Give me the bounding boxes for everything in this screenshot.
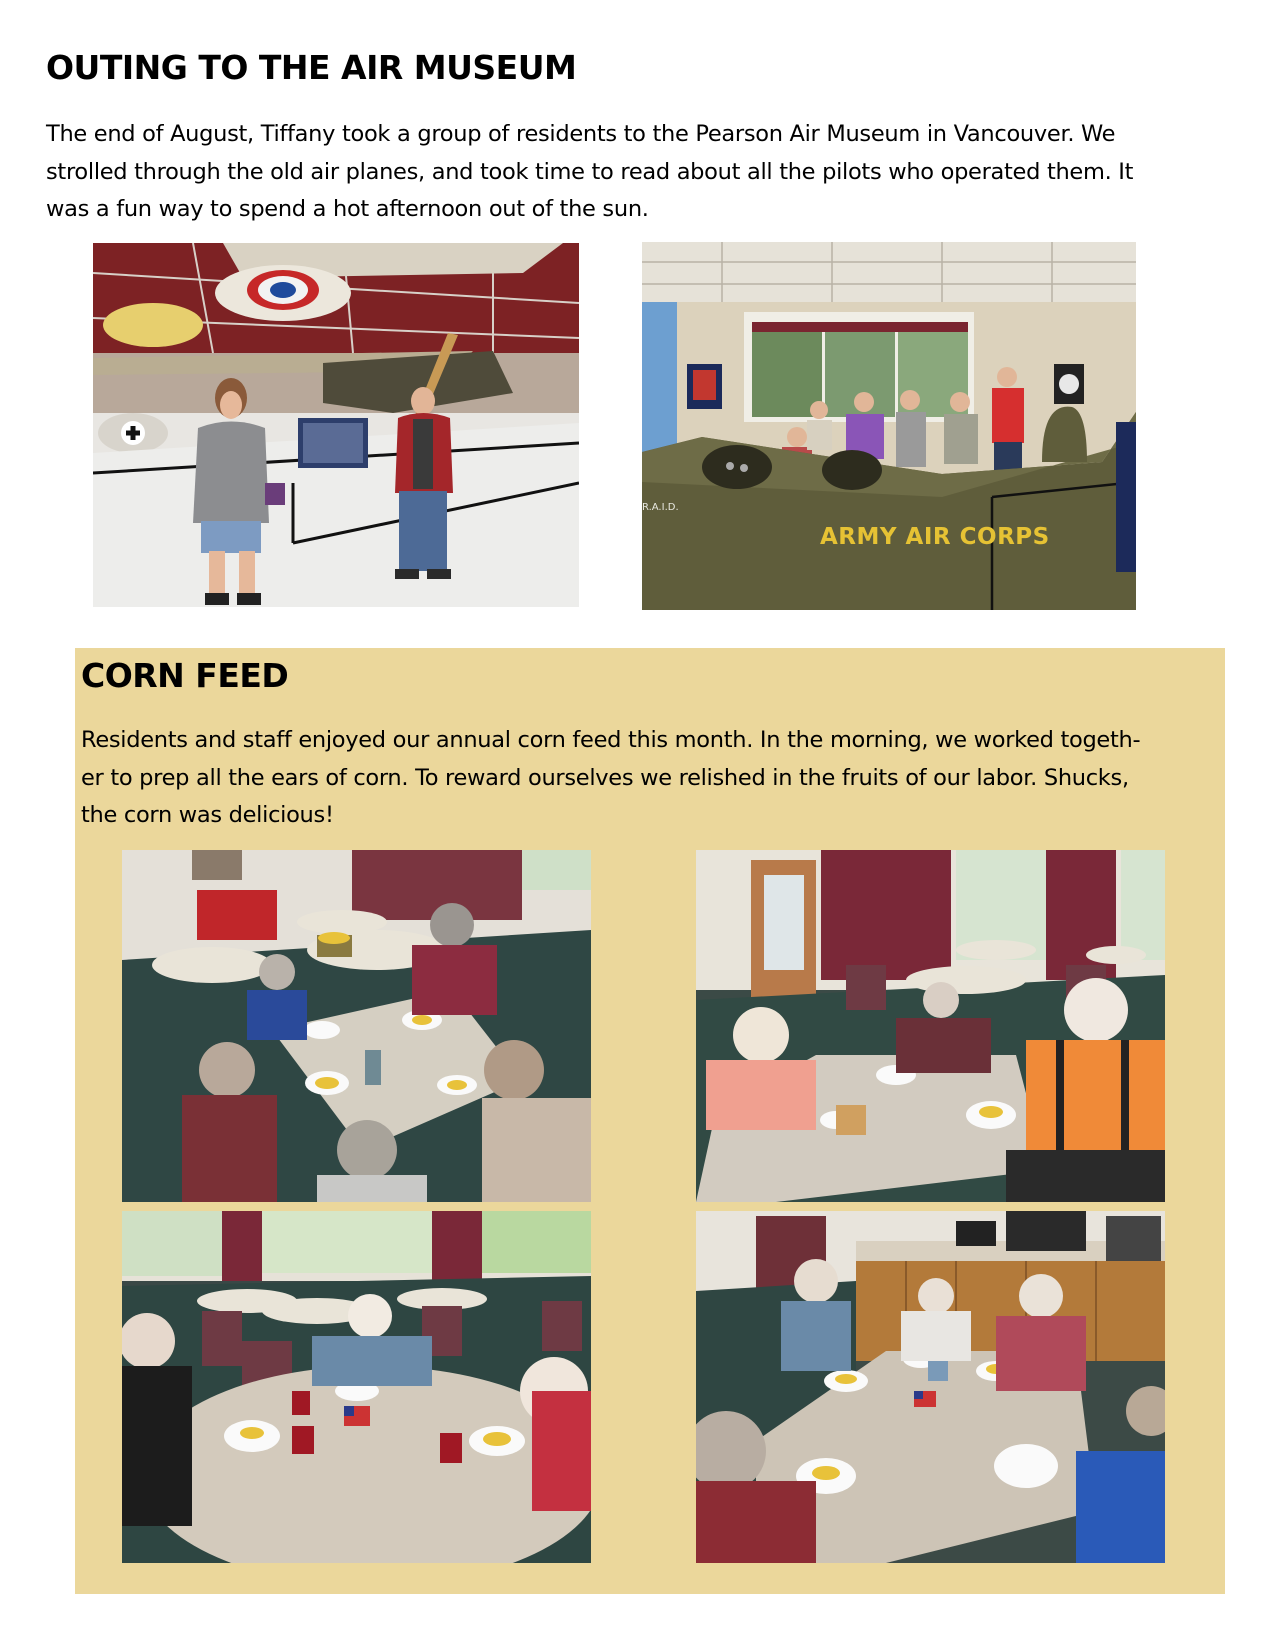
corn-feed-paragraph bbox=[81, 722, 1140, 835]
corn-feed-photo-4 bbox=[696, 1211, 1165, 1563]
air-museum-paragraph bbox=[46, 116, 1133, 229]
corn-feed-heading: CORN FEED bbox=[81, 656, 289, 695]
corn-feed-paragraph-line: the corn was delicious! bbox=[81, 802, 334, 828]
museum-hangar-photo bbox=[93, 243, 579, 607]
corn-feed-photo-2 bbox=[696, 850, 1165, 1202]
air-museum-paragraph-line: was a fun way to spend a hot afternoon out of the sun. bbox=[46, 196, 649, 222]
air-museum-paragraph-line: strolled through the old air planes, and took time to read about all the pilots who operated them. It bbox=[46, 158, 1134, 185]
plane-side-text: ARMY AIR CORPS bbox=[820, 524, 1050, 550]
army-air-corps-photo bbox=[642, 242, 1136, 610]
air-museum-paragraph-line: The end of August, Tiffany took a group of residents to the Pearson Air Museum in Vancouver. We bbox=[46, 121, 1116, 147]
corn-feed-photo-3 bbox=[122, 1211, 591, 1563]
corn-feed-paragraph-line: Residents and staff enjoyed our annual corn feed this month. In the morning, we worked togeth- bbox=[81, 727, 1141, 753]
corn-feed-photo-1 bbox=[122, 850, 591, 1202]
plane-tail-text: R.A.I.D. bbox=[642, 502, 679, 513]
air-museum-heading: OUTING TO THE AIR MUSEUM bbox=[46, 48, 577, 87]
corn-feed-paragraph-line: er to prep all the ears of corn. To reward ourselves we relished in the fruits of our labor. Shucks, bbox=[81, 764, 1129, 791]
